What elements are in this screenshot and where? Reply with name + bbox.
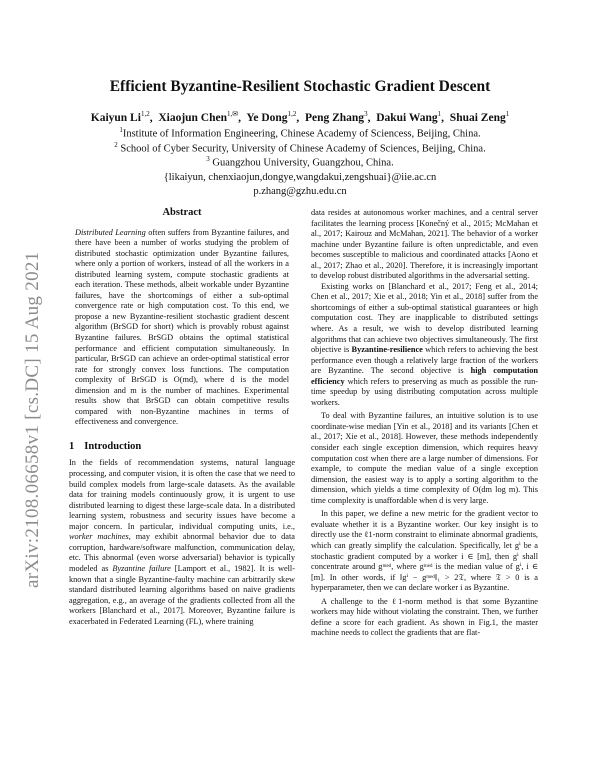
body-paragraph: To deal with Byzantine failures, an intuitive solution is to use coordinate-wise median [Yin et al., 2018] and its variants [Chen et al., 2017; Xie et al., 2018]. However, these methods independently consider each single exception dimension, which requires heavy computation cost when there are a large number of dimensions. For example, to compute the median value of a single exception dimension, the easiest way is to apply a sorting algorithm to the dimension, which yields a time complexity of O(dm log m). This time complexity is unaffordable when d is very large. <box>311 411 538 505</box>
author-list: Kaiyun Li$^{1,2}$, Xiaojun Chen$^{1,✉}$, Ye Dong$^{1,2}$, Peng Zhang$^3$, Dakui Wang$^1$, Shuai Zeng$^1$ <box>90 110 510 124</box>
author: Shuai Zeng$^1$ <box>449 110 510 124</box>
paper-title: Efficient Byzantine-Resilient Stochastic Gradient Descent <box>109 78 491 95</box>
author: Peng Zhang$^3$ <box>304 110 368 124</box>
body-paragraph: A challenge to the ℓ1-norm method is that some Byzantine workers may hide without violating the constraint. Then, we further define a score for each gradient. As shown in Fig.1, the master machine needs to collect the gradients that are flat- <box>311 596 538 638</box>
body-paragraph: In this paper, we define a new metric for the gradient vector to evaluate whether it is a Byzantine worker. Our key insight is to directly use the ℓ1-norm constraint to eliminate abnormal gradients, which can greatly simplify the calculation. Specifically, let gⁱ be a stochastic gradient computed by a worker i ∈ [m], then gⁱ shall concentrate around gᵐᵉᵈ, where gᵐᵉᵈ is the median value of gⁱ, i ∈ [m]. In other words, if ‖gⁱ − gᵐᵉᵈ‖₁ > 2𝔗, where 𝔗 > 0 is a hyperparameter, then we can declare worker i as Byzantine. <box>311 509 538 593</box>
affiliation: $^3$ Guangzhou University, Guangzhou, China. <box>206 155 394 169</box>
affiliation: $^2$ School of Cyber Security, University of Chinese Academy of Sciences, Beijing, China. <box>114 141 486 155</box>
intro-paragraph: In the fields of recommendation systems, natural language processing, and computer vision, it is often the case that we need to build complex models from large-scale datasets. As the available data for training models continuously grow, it is urgent to use distributed learning to digest these large-scale data. In a distributed learning system, robustness and security issues have become a major concern. In particular, individual computing units, i.e., worker machines, may exhibit abnormal behavior due to data corruption, hardware/software malfunction, communication delay, etc. This abnormal (even worse adversarial) behavior is typically modeled as Byzantine failure [Lamport et al., 1982]. It is well-known that a single Byzantine-faulty machine can arbitrarily skew standard distributed learning algorithms based on naive gradients aggregation, e.g., an average of the gradients collected from all the workers [Blanchard et al., 2017]. Moreover, Byzantine failure is exacerbated in Federated Learning (FL), where training <box>69 458 295 626</box>
email[interactable]: {likaiyun, chenxiaojun,dongye,wangdakui,zengshuai}@iie.ac.cn <box>163 172 437 183</box>
body-paragraph: Existing works on [Blanchard et al., 2017; Feng et al., 2014; Chen et al., 2017; Xie et al., 2018; Yin et al., 2018] suffer from the shortcomings of either a sub-optimal statistical guarantees or high computation cost. They are inapplicable to distributed settings where. As a result, we wish to develop distributed learning algorithms that can achieve two objectives simultaneously. The first objective is Byzantine-resilience which refers to achieving the best performance even though a relatively large fraction of the workers are Byzantine. The second objective is high computation efficiency which refers to preserving as much as possible the run-time speedup by using distributing computation across multiple workers. <box>311 281 538 407</box>
affiliation: $^1$Institute of Information Engineering, Chinese Academy of Sciencess, Beijing, China. <box>119 126 481 140</box>
author: Ye Dong$^{1,2}$ <box>246 110 297 124</box>
abstract-heading: Abstract <box>162 207 202 218</box>
right-column <box>311 208 538 639</box>
author: Dakui Wang$^1$ <box>376 110 442 124</box>
abstract-text: Distributed Learning often suffers from Byzantine failures, and there have been a number of works studying the problem of distributed stochastic optimization under Byzantine failures, where only a portion of workers, instead of all the workers in a distributed learning system, compute stochastic gradients at each iteration. These methods, albeit workable under Byzantine failures, have the shortcomings of either a sub-optimal convergence rate or high computation cost. To this end, we propose a new Byzantine-resilient stochastic gradient descent algorithm (BrSGD for short) which is provably robust against Byzantine failures. BrSGD obtains the optimal statistical performance and efficient computation simultaneously. In particular, BrSGD can achieve an order-optimal statistical error rate for strongly convex loss functions. The computation complexity of BrSGD is O(md), where d is the model dimension and m is the number of machines. Experimental results show that BrSGD can obtain competitive results compared with non-Byzantine machines in terms of effectiveness and convergence. <box>75 227 290 427</box>
body-paragraph: data resides at autonomous worker machines, and a central server facilitates the learning process [Konečný et al., 2015; McMahan et al., 2017; Kairouz and McMahan, 2021]. The behavior of a worker machine under Byzantine failure is often unpredictable, and even becomes susceptible to malicious and coordinated attacks [Aono et al., 2017; Zhao et al., 2020]. Therefore, it is increasingly important to develop robust distributed algorithms in the adversarial setting. <box>311 208 538 281</box>
author: Kaiyun Li$^{1,2}$ <box>90 110 150 124</box>
left-column <box>69 208 295 627</box>
arxiv-identifier[interactable]: arXiv:2108.06658v1 [cs.DC] 15 Aug 2021 <box>22 251 43 588</box>
section-heading: 1 Introduction <box>69 440 142 452</box>
author: Xiaojun Chen$^{1,✉}$ <box>158 110 239 124</box>
email[interactable]: p.zhang@gzhu.edu.cn <box>253 186 347 197</box>
